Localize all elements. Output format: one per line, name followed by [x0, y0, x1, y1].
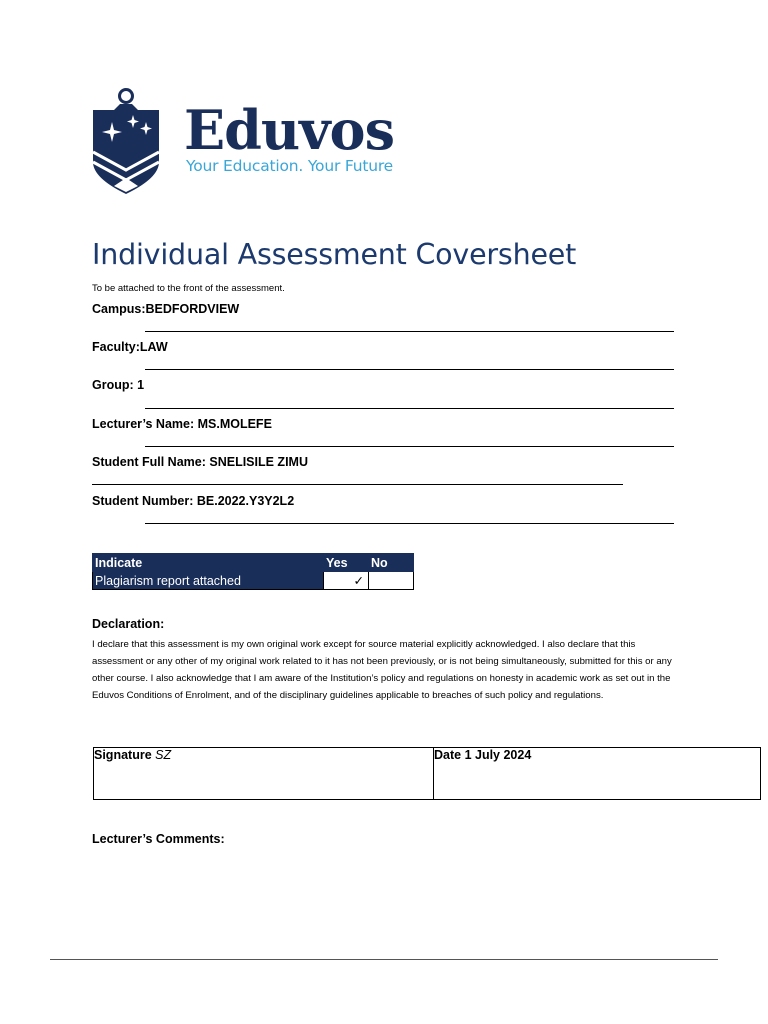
table-header-row [93, 554, 414, 572]
yes-checkmark-cell: ✓ [324, 572, 369, 590]
student-number-underline [145, 523, 674, 524]
student-name-field: Student Full Name: SNELISILE ZIMU [92, 455, 308, 469]
signature-cell [94, 748, 171, 762]
page-title: Individual Assessment Coversheet [92, 238, 577, 271]
footer-divider [50, 959, 718, 960]
faculty-field: Faculty:LAW [92, 340, 168, 354]
group-field: Group: 1 [92, 378, 145, 392]
header-indicate: Indicate [93, 554, 324, 572]
signature-value: SZ [155, 748, 172, 762]
eduvos-wordmark: Eduvos [184, 98, 394, 162]
declaration-heading: Declaration: [92, 617, 165, 631]
group-underline [145, 408, 674, 409]
date-cell: Date 1 July 2024 [434, 748, 532, 762]
lecturer-comments-label: Lecturer’s Comments: [92, 832, 225, 846]
lecturer-name-field: Lecturer’s Name: MS.MOLEFE [92, 417, 272, 431]
signature-date-box [93, 747, 761, 800]
subtitle: To be attached to the front of the assessment. [92, 283, 285, 294]
faculty-underline [145, 369, 674, 370]
logo-tagline: Your Education. Your Future [186, 157, 394, 175]
student-number-field: Student Number: BE.2022.Y3Y2L2 [92, 494, 295, 508]
header-yes: Yes [324, 554, 369, 572]
student-name-underline [92, 484, 623, 485]
lecturer-underline [145, 446, 674, 447]
indicate-table [92, 553, 414, 590]
no-cell [369, 572, 414, 590]
eduvos-crest-logo [92, 86, 162, 196]
campus-field: Campus:BEDFORDVIEW [92, 302, 240, 316]
campus-underline [145, 331, 674, 332]
header-no: No [369, 554, 414, 572]
table-row [93, 572, 414, 590]
signature-label: Signature [94, 748, 152, 762]
declaration-text: I declare that this assessment is my own original work except for source material explicitly acknowledged. I also declare that this assessment or any other of my original work related to it has not been previously, or is not being simultaneously, submitted for this or any other course. I also acknowledge that I am aware of the Institution’s policy and regulations on honesty in academic work as set out in the Eduvos Conditions of Enrolment, and of the disciplinary guidelines applicable to breaches of such policy and regulations. [92, 639, 672, 701]
row-label: Plagiarism report attached [93, 572, 324, 590]
